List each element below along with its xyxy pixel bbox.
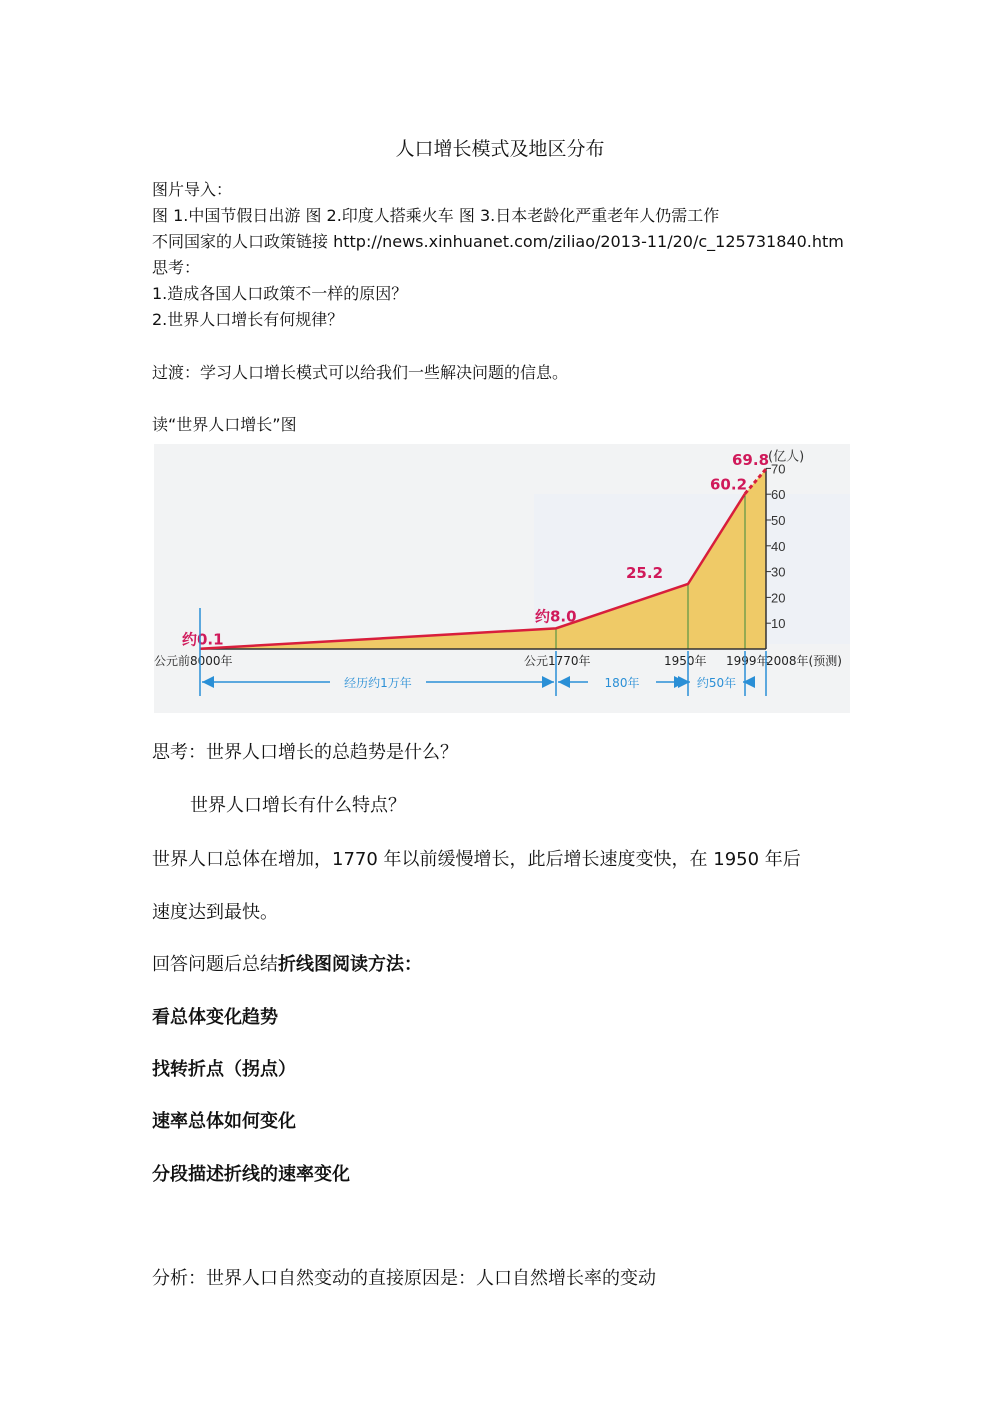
think2-question: 思考：世界人口增长的总趋势是什么？ [152,742,458,763]
intro-figures: 图 1.中国节假日出游 图 2.印度人搭乘火车 图 3.日本老龄化严重老年人仍需工作 [152,206,720,225]
page-title: 人口增长模式及地区分布 [395,138,605,160]
svg-text:70: 70 [771,461,786,477]
x-tick-label: 1950年 [664,654,707,668]
point-label: 69.8 [732,450,770,469]
svg-text:60: 60 [771,487,786,503]
point-label: 约8.0 [535,607,577,626]
answer-line-2: 速度达到最快。 [152,902,278,923]
svg-text:20: 20 [771,590,786,606]
summary-bold: 折线图阅读方法： [278,954,422,975]
analysis-text: 分析：世界人口自然变动的直接原因是：人口自然增长率的变动 [152,1268,656,1289]
chart-caption: 读“世界人口增长”图 [152,415,297,434]
interval-label: 约50年 [696,676,737,690]
x-tick-label: 公元前8000年 [154,654,233,668]
policy-link-label: 不同国家的人口政策链接 [152,232,334,251]
chart-svg [154,444,850,713]
interval-label: 180年 [604,676,640,690]
point-label: 约0.1 [182,630,224,649]
y-axis-unit: (亿人) [768,449,805,465]
point-label: 60.2 [710,475,748,494]
svg-text:40: 40 [771,538,786,554]
svg-text:50: 50 [771,513,786,528]
x-tick-label: 1999年 [726,654,769,668]
summary-prefix: 回答问题后总结 [152,954,278,975]
intro-label: 图片导入： [152,180,233,199]
answer-line-1: 世界人口总体在增加，1770 年以前缓慢增长，此后增长速度变快，在 1950 年后 [152,849,801,870]
method-3: 速率总体如何变化 [152,1111,296,1132]
world-population-chart [154,444,850,713]
method-4: 分段描述折线的速率变化 [152,1164,350,1185]
question-2: 2.世界人口增长有何规律？ [152,310,344,329]
policy-link-line [152,229,844,252]
svg-text:10: 10 [771,616,786,632]
method-1: 看总体变化趋势 [152,1007,278,1028]
svg-text:30: 30 [771,564,786,580]
interval-label: 经历约1万年 [344,676,412,690]
think2-sub-question: 世界人口增长有什么特点？ [190,795,406,816]
method-2: 找转折点（拐点） [152,1059,296,1080]
question-1: 1.造成各国人口政策不一样的原因？ [152,284,408,303]
transition-text: 过渡：学习人口增长模式可以给我们一些解决问题的信息。 [152,363,569,382]
x-tick-label: 公元1770年 [524,654,591,668]
point-label: 25.2 [626,563,664,582]
think-label: 思考： [152,258,201,277]
policy-link[interactable]: http://news.xinhuanet.com/ziliao/2013-11/20/c_125731840.htm [333,232,844,251]
summary-line [152,950,422,976]
x-tick-label: 2008年(预测) [766,654,842,668]
